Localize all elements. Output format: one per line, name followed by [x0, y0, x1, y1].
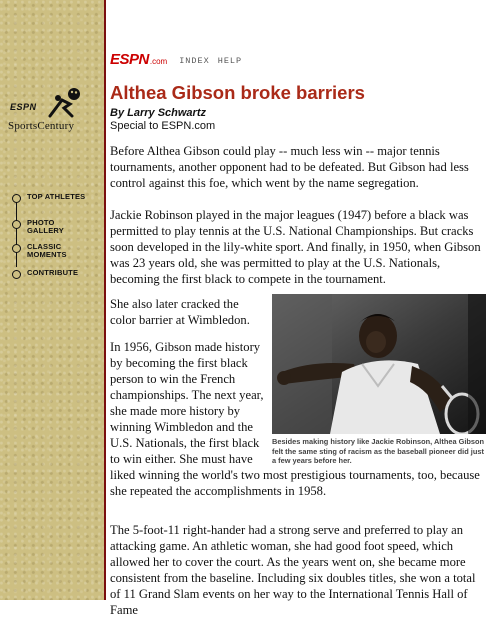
- althea-gibson-photo: [272, 294, 486, 434]
- nav-contribute[interactable]: [12, 269, 78, 279]
- sidebar: [0, 0, 106, 600]
- article-paragraph: The 5-foot-11 right-hander had a strong serve and preferred to play an attacking game. An athletic woman, she had good foot speed, which allowed her to cover the court. As the years went on, she became more consistent from the baseline. Including six doubles titles, she won a total of 11 Grand Slam events on her way to the International Tennis Hall of Fame: [110, 523, 476, 617]
- article-byline: By Larry Schwartz: [110, 107, 206, 119]
- nav-label: CONTRIBUTE: [27, 268, 79, 277]
- article-paragraph: Before Althea Gibson could play -- much less win -- major tennis tournaments, another opponent had to be defeated. But Gibson had less control against this foe, which went by the name segregation.: [110, 144, 469, 190]
- index-link[interactable]: INDEX: [179, 55, 210, 66]
- sportscentury-logo[interactable]: [8, 92, 100, 132]
- sportscentury-wordmark: SportsCentury: [8, 120, 75, 132]
- espn-small-logo: ESPN: [10, 102, 37, 112]
- tennis-player-image: [272, 294, 486, 434]
- bullet-icon: [12, 244, 21, 253]
- espn-com-suffix: .com: [149, 56, 168, 66]
- nav-label: TOP ATHLETES: [27, 192, 86, 201]
- help-link[interactable]: HELP: [217, 55, 243, 66]
- nav-label: PHOTO GALLERY: [27, 218, 64, 235]
- nav-classic-moments[interactable]: [12, 243, 77, 259]
- article-paragraph: She also later cracked the color barrier at Wimbledon.: [110, 297, 250, 327]
- top-bar: [110, 52, 242, 66]
- bowler-icon: [44, 86, 84, 122]
- bullet-icon: [12, 220, 21, 229]
- paragraph-text: In 1956, Gibson made history by becoming the first black person to win the French championships. The next year, she made more history by winning Wimbledon and the U.S. Nationals, the first black to win either. She must have liked winning the world's two most prestigious tournaments, too, because she repeated the accomplishments in 1958.: [110, 340, 480, 498]
- photo-caption: Besides making history like Jackie Robinson, Althea Gibson felt the same sting of racism as the baseball pioneer did just a few years before her.: [272, 437, 485, 465]
- nav-label: CLASSIC MOMENTS: [27, 242, 67, 259]
- article-paragraph: Jackie Robinson played in the major leagues (1947) before a black was permitted to play tennis at the U.S. National Championships. But cracks soon developed in the lily-white sport. And finally, in 1950, when Gibson was 23 years old, she was permitted to play at the U.S. Nationals, becoming the first black to compete in the tournament.: [110, 208, 481, 286]
- nav-photo-gallery[interactable]: [12, 219, 71, 235]
- article-headline: Althea Gibson broke barriers: [110, 82, 365, 103]
- espn-logo[interactable]: ESPN: [110, 50, 149, 68]
- bullet-icon: [12, 194, 21, 203]
- article-source: Special to ESPN.com: [110, 120, 216, 132]
- bullet-icon: [12, 270, 21, 279]
- nav-top-athletes[interactable]: [12, 193, 85, 203]
